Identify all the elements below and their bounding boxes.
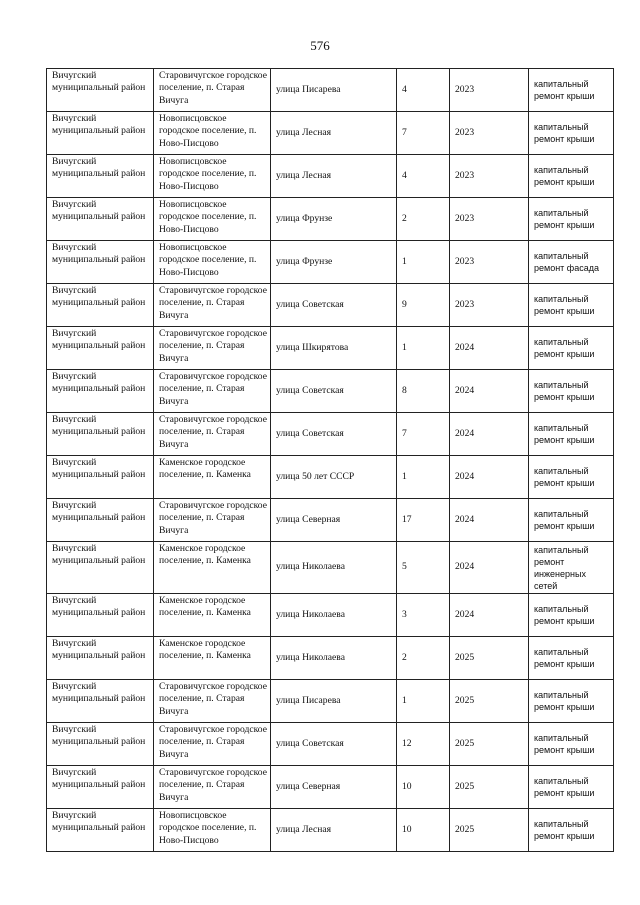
house-number-cell: 2	[397, 637, 450, 680]
settlement-cell: Каменское городское поселение, п. Каменка	[154, 637, 271, 680]
work-type-cell: капитальный ремонт крыши	[529, 155, 614, 198]
work-type-cell: капитальный ремонт крыши	[529, 112, 614, 155]
settlement-cell: Старовичугское городское поселение, п. Старая Вичуга	[154, 370, 271, 413]
work-type-cell: капитальный ремонт крыши	[529, 680, 614, 723]
year-cell: 2025	[450, 680, 529, 723]
settlement-cell: Старовичугское городское поселение, п. Старая Вичуга	[154, 723, 271, 766]
table-row	[47, 723, 614, 766]
street-cell: улица Николаева	[271, 542, 397, 594]
street-cell: улица Советская	[271, 370, 397, 413]
district-cell: Вичугский муниципальный район	[47, 637, 154, 680]
street-cell: улица Шкирятова	[271, 327, 397, 370]
table-row	[47, 413, 614, 456]
district-cell: Вичугский муниципальный район	[47, 413, 154, 456]
street-cell: улица Северная	[271, 499, 397, 542]
table-row	[47, 456, 614, 499]
settlement-cell: Старовичугское городское поселение, п. Старая Вичуга	[154, 766, 271, 809]
street-cell: улица Северная	[271, 766, 397, 809]
house-number-cell: 4	[397, 69, 450, 112]
settlement-cell: Старовичугское городское поселение, п. Старая Вичуга	[154, 499, 271, 542]
street-cell: улица Лесная	[271, 155, 397, 198]
housing-repair-table	[46, 68, 614, 852]
street-cell: улица Фрунзе	[271, 198, 397, 241]
settlement-cell: Каменское городское поселение, п. Каменка	[154, 456, 271, 499]
year-cell: 2024	[450, 456, 529, 499]
house-number-cell: 17	[397, 499, 450, 542]
street-cell: улица Николаева	[271, 637, 397, 680]
table-row	[47, 112, 614, 155]
district-cell: Вичугский муниципальный район	[47, 198, 154, 241]
house-number-cell: 1	[397, 680, 450, 723]
table-row	[47, 542, 614, 594]
table-row	[47, 370, 614, 413]
district-cell: Вичугский муниципальный район	[47, 499, 154, 542]
district-cell: Вичугский муниципальный район	[47, 327, 154, 370]
table-row	[47, 198, 614, 241]
table-row	[47, 680, 614, 723]
street-cell: улица Советская	[271, 723, 397, 766]
year-cell: 2025	[450, 723, 529, 766]
year-cell: 2025	[450, 809, 529, 852]
house-number-cell: 7	[397, 413, 450, 456]
work-type-cell: капитальный ремонт крыши	[529, 809, 614, 852]
work-type-cell: капитальный ремонт крыши	[529, 766, 614, 809]
work-type-cell: капитальный ремонт крыши	[529, 637, 614, 680]
settlement-cell: Новописцовское городское поселение, п. Ново-Писцово	[154, 241, 271, 284]
settlement-cell: Новописцовское городское поселение, п. Ново-Писцово	[154, 809, 271, 852]
street-cell: улица Писарева	[271, 69, 397, 112]
house-number-cell: 7	[397, 112, 450, 155]
street-cell: улица Советская	[271, 284, 397, 327]
year-cell: 2024	[450, 327, 529, 370]
year-cell: 2024	[450, 594, 529, 637]
district-cell: Вичугский муниципальный район	[47, 241, 154, 284]
table-row	[47, 284, 614, 327]
year-cell: 2023	[450, 284, 529, 327]
district-cell: Вичугский муниципальный район	[47, 112, 154, 155]
district-cell: Вичугский муниципальный район	[47, 766, 154, 809]
house-number-cell: 1	[397, 327, 450, 370]
table-row	[47, 809, 614, 852]
work-type-cell: капитальный ремонт крыши	[529, 594, 614, 637]
work-type-cell: капитальный ремонт крыши	[529, 413, 614, 456]
district-cell: Вичугский муниципальный район	[47, 680, 154, 723]
street-cell: улица Писарева	[271, 680, 397, 723]
settlement-cell: Каменское городское поселение, п. Каменка	[154, 542, 271, 594]
table-row	[47, 69, 614, 112]
street-cell: улица Николаева	[271, 594, 397, 637]
work-type-cell: капитальный ремонт крыши	[529, 327, 614, 370]
house-number-cell: 3	[397, 594, 450, 637]
house-number-cell: 10	[397, 766, 450, 809]
page-number: 576	[310, 38, 330, 53]
table-row	[47, 766, 614, 809]
settlement-cell: Новописцовское городское поселение, п. Ново-Писцово	[154, 112, 271, 155]
year-cell: 2024	[450, 370, 529, 413]
table-row	[47, 241, 614, 284]
street-cell: улица 50 лет СССР	[271, 456, 397, 499]
table-row	[47, 499, 614, 542]
year-cell: 2024	[450, 413, 529, 456]
district-cell: Вичугский муниципальный район	[47, 809, 154, 852]
house-number-cell: 10	[397, 809, 450, 852]
work-type-cell: капитальный ремонт крыши	[529, 499, 614, 542]
street-cell: улица Советская	[271, 413, 397, 456]
year-cell: 2023	[450, 112, 529, 155]
table-row	[47, 637, 614, 680]
table-row	[47, 327, 614, 370]
house-number-cell: 1	[397, 241, 450, 284]
work-type-cell: капитальный ремонт крыши	[529, 284, 614, 327]
work-type-cell: капитальный ремонт крыши	[529, 456, 614, 499]
settlement-cell: Старовичугское городское поселение, п. Старая Вичуга	[154, 680, 271, 723]
year-cell: 2024	[450, 542, 529, 594]
work-type-cell: капитальный ремонт инженерных сетей	[529, 542, 614, 594]
district-cell: Вичугский муниципальный район	[47, 69, 154, 112]
district-cell: Вичугский муниципальный район	[47, 370, 154, 413]
year-cell: 2023	[450, 69, 529, 112]
house-number-cell: 9	[397, 284, 450, 327]
house-number-cell: 8	[397, 370, 450, 413]
settlement-cell: Новописцовское городское поселение, п. Ново-Писцово	[154, 155, 271, 198]
district-cell: Вичугский муниципальный район	[47, 594, 154, 637]
year-cell: 2025	[450, 766, 529, 809]
district-cell: Вичугский муниципальный район	[47, 155, 154, 198]
work-type-cell: капитальный ремонт фасада	[529, 241, 614, 284]
district-cell: Вичугский муниципальный район	[47, 723, 154, 766]
table-row	[47, 594, 614, 637]
house-number-cell: 4	[397, 155, 450, 198]
table-row	[47, 155, 614, 198]
work-type-cell: капитальный ремонт крыши	[529, 370, 614, 413]
year-cell: 2023	[450, 241, 529, 284]
year-cell: 2025	[450, 637, 529, 680]
work-type-cell: капитальный ремонт крыши	[529, 198, 614, 241]
settlement-cell: Новописцовское городское поселение, п. Ново-Писцово	[154, 198, 271, 241]
work-type-cell: капитальный ремонт крыши	[529, 723, 614, 766]
table-body	[47, 69, 614, 852]
house-number-cell: 12	[397, 723, 450, 766]
house-number-cell: 1	[397, 456, 450, 499]
year-cell: 2023	[450, 198, 529, 241]
district-cell: Вичугский муниципальный район	[47, 284, 154, 327]
district-cell: Вичугский муниципальный район	[47, 456, 154, 499]
street-cell: улица Фрунзе	[271, 241, 397, 284]
settlement-cell: Старовичугское городское поселение, п. Старая Вичуга	[154, 413, 271, 456]
house-number-cell: 5	[397, 542, 450, 594]
work-type-cell: капитальный ремонт крыши	[529, 69, 614, 112]
settlement-cell: Старовичугское городское поселение, п. Старая Вичуга	[154, 284, 271, 327]
settlement-cell: Старовичугское городское поселение, п. Старая Вичуга	[154, 69, 271, 112]
district-cell: Вичугский муниципальный район	[47, 542, 154, 594]
settlement-cell: Каменское городское поселение, п. Каменка	[154, 594, 271, 637]
street-cell: улица Лесная	[271, 809, 397, 852]
settlement-cell: Старовичугское городское поселение, п. Старая Вичуга	[154, 327, 271, 370]
year-cell: 2023	[450, 155, 529, 198]
street-cell: улица Лесная	[271, 112, 397, 155]
house-number-cell: 2	[397, 198, 450, 241]
year-cell: 2024	[450, 499, 529, 542]
